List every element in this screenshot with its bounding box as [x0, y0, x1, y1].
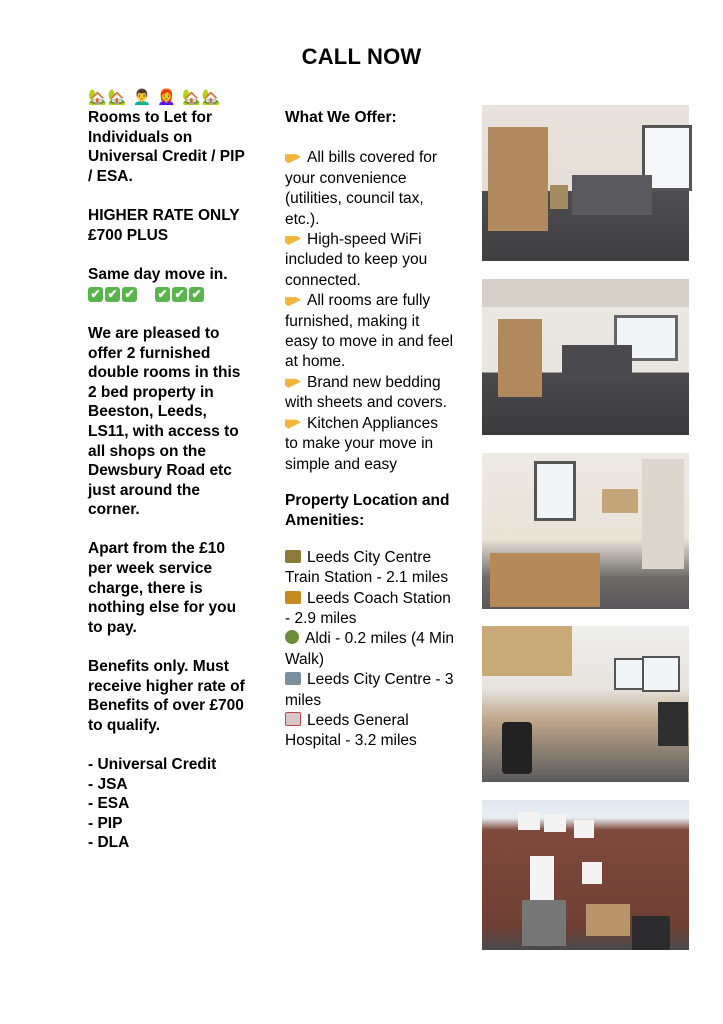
- check-mark-icon: ✔: [105, 287, 120, 302]
- offer-item: Brand new bedding with sheets and covers.: [285, 373, 447, 412]
- offer-item: All bills covered for your convenience (utilities, council tax, etc.).: [285, 149, 438, 228]
- page-title: CALL NOW: [301, 44, 422, 69]
- higher-rate-text: HIGHER RATE ONLY £700 PLUS: [88, 206, 240, 244]
- check-mark-icon: ✔: [189, 287, 204, 302]
- offer-text: We are pleased to offer 2 furnished double rooms in this 2 bed property in Beeston, Leeds, LS11, with access to all shops on the Dewsbury Road etc just around the corner.: [88, 324, 241, 519]
- hospital-icon: [285, 712, 301, 726]
- check-mark-icon: ✔: [88, 287, 103, 302]
- pointing-hand-icon: [285, 375, 301, 388]
- benefit-list-item: - Universal Credit: [88, 756, 217, 773]
- offer-item: Kitchen Appliances to make your move in simple and easy: [285, 414, 438, 473]
- benefit-list-item: - PIP: [88, 814, 123, 832]
- offer-item: All rooms are fully furnished, making it easy to move in and feel at home.: [285, 292, 454, 371]
- tram-icon: [285, 550, 301, 563]
- house-exterior-photo: [482, 800, 689, 950]
- kitchen-photo: [482, 453, 689, 609]
- location-item: Leeds City Centre - 3 miles: [285, 671, 454, 709]
- kitchen-appliances-photo: [482, 626, 689, 782]
- benefit-list-item: - ESA: [88, 795, 130, 813]
- attic-bedroom-photo: [482, 279, 689, 435]
- check-mark-icon: ✔: [122, 287, 137, 302]
- check-mark-row: [88, 284, 248, 304]
- location-item: Leeds City Centre Train Station - 2.1 miles: [285, 548, 449, 587]
- location-item: Aldi - 0.2 miles (4 Min Walk): [285, 630, 455, 668]
- check-mark-icon: ✔: [155, 287, 170, 302]
- benefit-list-item: - JSA: [88, 775, 128, 793]
- pointing-hand-icon: [285, 416, 301, 429]
- benefits-text: Benefits only. Must receive higher rate of Benefits of over £700 to qualify.: [88, 658, 245, 734]
- check-mark-icon: ✔: [172, 287, 187, 302]
- pointing-hand-icon: [285, 232, 301, 245]
- bus-icon: [285, 591, 301, 604]
- bedroom-photo: [482, 105, 689, 261]
- left-column: [88, 88, 248, 853]
- grocery-icon: [285, 630, 299, 644]
- location-item: Leeds Coach Station - 2.9 miles: [285, 589, 451, 627]
- location-item: Leeds General Hospital - 3.2 miles: [285, 711, 417, 750]
- house-people-emoji-row: 🏡🏡 👨‍🦱 👩‍🦰 🏡🏡: [88, 89, 222, 106]
- benefit-list-item: - DLA: [88, 834, 130, 852]
- city-building-icon: [285, 672, 301, 685]
- intro-text: Rooms to Let for Individuals on Universal Credit / PIP / ESA.: [88, 109, 245, 185]
- middle-column: [285, 108, 455, 752]
- offer-heading: What We Offer:: [285, 109, 397, 126]
- service-charge-text: Apart from the £10 per week service charge, there is nothing else for you to pay.: [88, 540, 237, 636]
- pointing-hand-icon: [285, 150, 301, 163]
- pointing-hand-icon: [285, 293, 301, 306]
- offer-item: High-speed WiFi included to keep you connected.: [285, 231, 428, 289]
- same-day-text: Same day move in.: [88, 265, 228, 283]
- location-heading: Property Location and Amenities:: [285, 491, 450, 530]
